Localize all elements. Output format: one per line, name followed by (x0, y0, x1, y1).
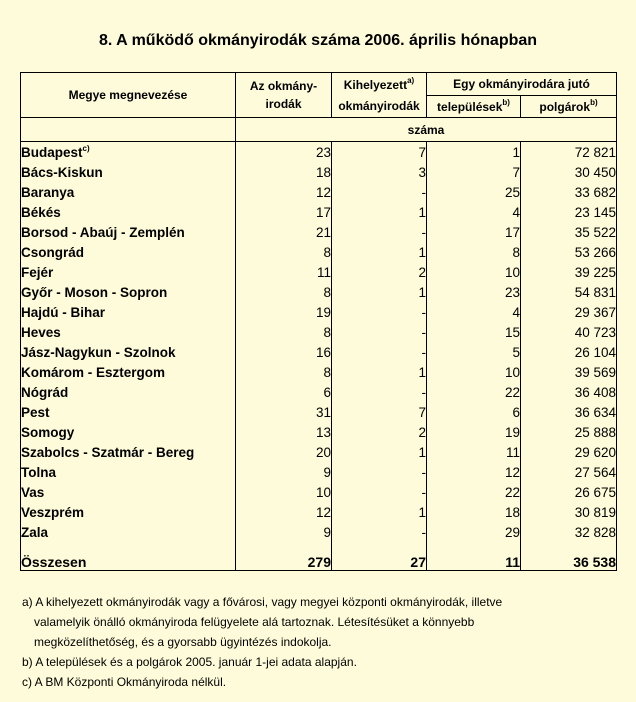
county-name: Baranya (21, 182, 236, 202)
settlements-per-office: 15 (427, 322, 521, 342)
header-county (21, 73, 236, 118)
page-title: 8. A működő okmányirodák száma 2006. április hónapban (98, 32, 538, 49)
offices-count: 8 (236, 242, 332, 262)
table-row (21, 442, 617, 462)
county-name: Nógrád (21, 382, 236, 402)
branch-count: 1 (332, 442, 427, 462)
branch-count: 2 (332, 422, 427, 442)
settlements-per-office: 19 (427, 422, 521, 442)
table-row (21, 482, 617, 502)
settlements-per-office: 10 (427, 262, 521, 282)
county-name: Pest (21, 402, 236, 422)
offices-count: 8 (236, 362, 332, 382)
county-name: Vas (21, 482, 236, 502)
branch-count: - (332, 302, 427, 322)
offices-count: 16 (236, 342, 332, 362)
settlements-per-office: 11 (427, 442, 521, 462)
offices-count: 12 (236, 182, 332, 202)
citizens-per-office: 53 266 (521, 242, 617, 262)
settlements-per-office: 29 (427, 522, 521, 542)
header-branch-line1-cell (332, 73, 427, 96)
total-settlements: 11 (427, 542, 521, 571)
offices-count: 19 (236, 302, 332, 322)
offices-count: 21 (236, 222, 332, 242)
settlements-per-office: 5 (427, 342, 521, 362)
county-name: Zala (21, 522, 236, 542)
header-branch-line1: Kihelyezett (343, 78, 408, 92)
table-row (21, 382, 617, 402)
branch-count: - (332, 322, 427, 342)
table-row (21, 202, 617, 222)
citizens-per-office: 36 408 (521, 382, 617, 402)
table-header (21, 73, 617, 142)
settlements-per-office: 4 (427, 202, 521, 222)
header-settlements (427, 95, 521, 118)
offices-table (20, 72, 617, 571)
table-row (21, 242, 617, 262)
branch-count: 7 (332, 402, 427, 422)
settlements-per-office: 18 (427, 502, 521, 522)
header-per-office-label: Egy okmányirodára jutó (453, 76, 590, 91)
table-row (21, 162, 617, 182)
county-name: Budapest$^{c)}$ (21, 142, 236, 163)
branch-count: 1 (332, 502, 427, 522)
offices-count: 31 (236, 402, 332, 422)
county-name: Jász-Nagykun - Szolnok (21, 342, 236, 362)
footnote-b: b) A települések és a polgárok 2005. január 1-jei adata alapján. (22, 655, 357, 669)
citizens-per-office: 26 675 (521, 482, 617, 502)
branch-count: - (332, 182, 427, 202)
total-citizens: 36 538 (521, 542, 617, 571)
branch-count: - (332, 222, 427, 242)
footnote-a-line2: valamelyik önálló okmányiroda felügyelete alá tartoznak. Létesítésüket a könnyebb (34, 615, 475, 629)
header-count-label: száma (407, 122, 445, 137)
branch-count: 1 (332, 362, 427, 382)
county-name: Heves (21, 322, 236, 342)
table-row (21, 222, 617, 242)
branch-count: 1 (332, 202, 427, 222)
settlements-per-office: 7 (427, 162, 521, 182)
offices-count: 9 (236, 522, 332, 542)
settlements-per-office: 10 (427, 362, 521, 382)
branch-count: 3 (332, 162, 427, 182)
settlements-per-office: 12 (427, 462, 521, 482)
county-name: Komárom - Esztergom (21, 362, 236, 382)
table-row (21, 262, 617, 282)
citizens-per-office: 25 888 (521, 422, 617, 442)
footnotes (22, 592, 622, 692)
table-row (21, 342, 617, 362)
settlements-per-office: 4 (427, 302, 521, 322)
table-row (21, 522, 617, 542)
county-name: Békés (21, 202, 236, 222)
branch-count: - (332, 462, 427, 482)
footnote-a-line1: a) A kihelyezett okmányirodák vagy a fővárosi, vagy megyei központi okmányirodák, illetve (22, 595, 503, 609)
county-name: Győr - Moson - Sopron (21, 282, 236, 302)
citizens-per-office: 23 145 (521, 202, 617, 222)
citizens-per-office: 35 522 (521, 222, 617, 242)
table-body (21, 142, 617, 571)
table-row (21, 422, 617, 442)
citizens-per-office: 29 620 (521, 442, 617, 462)
branch-count: - (332, 342, 427, 362)
total-label: Összesen (21, 542, 236, 571)
county-name: Tolna (21, 462, 236, 482)
header-settlements-label: települések (437, 100, 503, 115)
table-row (21, 402, 617, 422)
header-settlements-sup: b) (502, 98, 510, 108)
citizens-per-office: 72 821 (521, 142, 617, 163)
footnote-a-line3: megközelíthetőség, és a gyorsabb ügyintézés indokolja. (34, 635, 332, 649)
branch-count: 1 (332, 282, 427, 302)
header-per-office (427, 73, 617, 96)
branch-count: - (332, 482, 427, 502)
header-offices-line1: Az okmány- (249, 79, 318, 93)
county-name: Somogy (21, 422, 236, 442)
table-row-total (21, 542, 617, 571)
header-county-label: Megye megnevezése (68, 88, 188, 102)
county-name: Csongrád (21, 242, 236, 262)
table-row (21, 182, 617, 202)
offices-count: 23 (236, 142, 332, 163)
offices-count: 18 (236, 162, 332, 182)
header-count-row (236, 118, 617, 142)
offices-count: 12 (236, 502, 332, 522)
offices-count: 6 (236, 382, 332, 402)
citizens-per-office: 30 450 (521, 162, 617, 182)
header-citizens (521, 95, 617, 118)
settlements-per-office: 6 (427, 402, 521, 422)
offices-count: 17 (236, 202, 332, 222)
header-branch-sup: a) (407, 76, 415, 85)
settlements-per-office: 25 (427, 182, 521, 202)
citizens-per-office: 36 634 (521, 402, 617, 422)
offices-count: 10 (236, 482, 332, 502)
county-name: Hajdú - Bihar (21, 302, 236, 322)
offices-count: 8 (236, 322, 332, 342)
header-citizens-sup: b) (590, 98, 598, 108)
citizens-per-office: 27 564 (521, 462, 617, 482)
citizens-per-office: 32 828 (521, 522, 617, 542)
county-name: Borsod - Abaúj - Zemplén (21, 222, 236, 242)
branch-count: - (332, 522, 427, 542)
settlements-per-office: 22 (427, 382, 521, 402)
citizens-per-office: 33 682 (521, 182, 617, 202)
offices-count: 9 (236, 462, 332, 482)
citizens-per-office: 40 723 (521, 322, 617, 342)
citizens-per-office: 39 569 (521, 362, 617, 382)
table-row (21, 462, 617, 482)
offices-count: 8 (236, 282, 332, 302)
branch-count: 7 (332, 142, 427, 163)
settlements-per-office: 23 (427, 282, 521, 302)
header-county-blank (21, 118, 236, 142)
citizens-per-office: 30 819 (521, 502, 617, 522)
table-row (21, 502, 617, 522)
table-row (21, 362, 617, 382)
header-offices (236, 73, 332, 118)
citizens-per-office: 26 104 (521, 342, 617, 362)
county-name: Veszprém (21, 502, 236, 522)
settlements-per-office: 8 (427, 242, 521, 262)
citizens-per-office: 54 831 (521, 282, 617, 302)
table-row (21, 302, 617, 322)
settlements-per-office: 17 (427, 222, 521, 242)
header-offices-line2: irodák (265, 97, 302, 111)
settlements-per-office: 22 (427, 482, 521, 502)
table-row (21, 322, 617, 342)
county-name: Bács-Kiskun (21, 162, 236, 182)
offices-count: 20 (236, 442, 332, 462)
offices-count: 13 (236, 422, 332, 442)
settlements-per-office: 1 (427, 142, 521, 163)
branch-count: - (332, 382, 427, 402)
citizens-per-office: 39 225 (521, 262, 617, 282)
citizens-per-office: 29 367 (521, 302, 617, 322)
total-branch: 27 (332, 542, 427, 571)
county-name: Szabolcs - Szatmár - Bereg (21, 442, 236, 462)
total-offices: 279 (236, 542, 332, 571)
offices-count: 11 (236, 262, 332, 282)
header-citizens-label: polgárok (539, 100, 591, 115)
header-branch-line2: okmányirodák (338, 99, 420, 113)
branch-count: 2 (332, 262, 427, 282)
table-row (21, 282, 617, 302)
branch-count: 1 (332, 242, 427, 262)
county-name: Fejér (21, 262, 236, 282)
footnote-c: c) A BM Központi Okmányiroda nélkül. (22, 675, 227, 689)
table-row (21, 142, 617, 163)
header-branch-line2-cell (332, 95, 427, 118)
